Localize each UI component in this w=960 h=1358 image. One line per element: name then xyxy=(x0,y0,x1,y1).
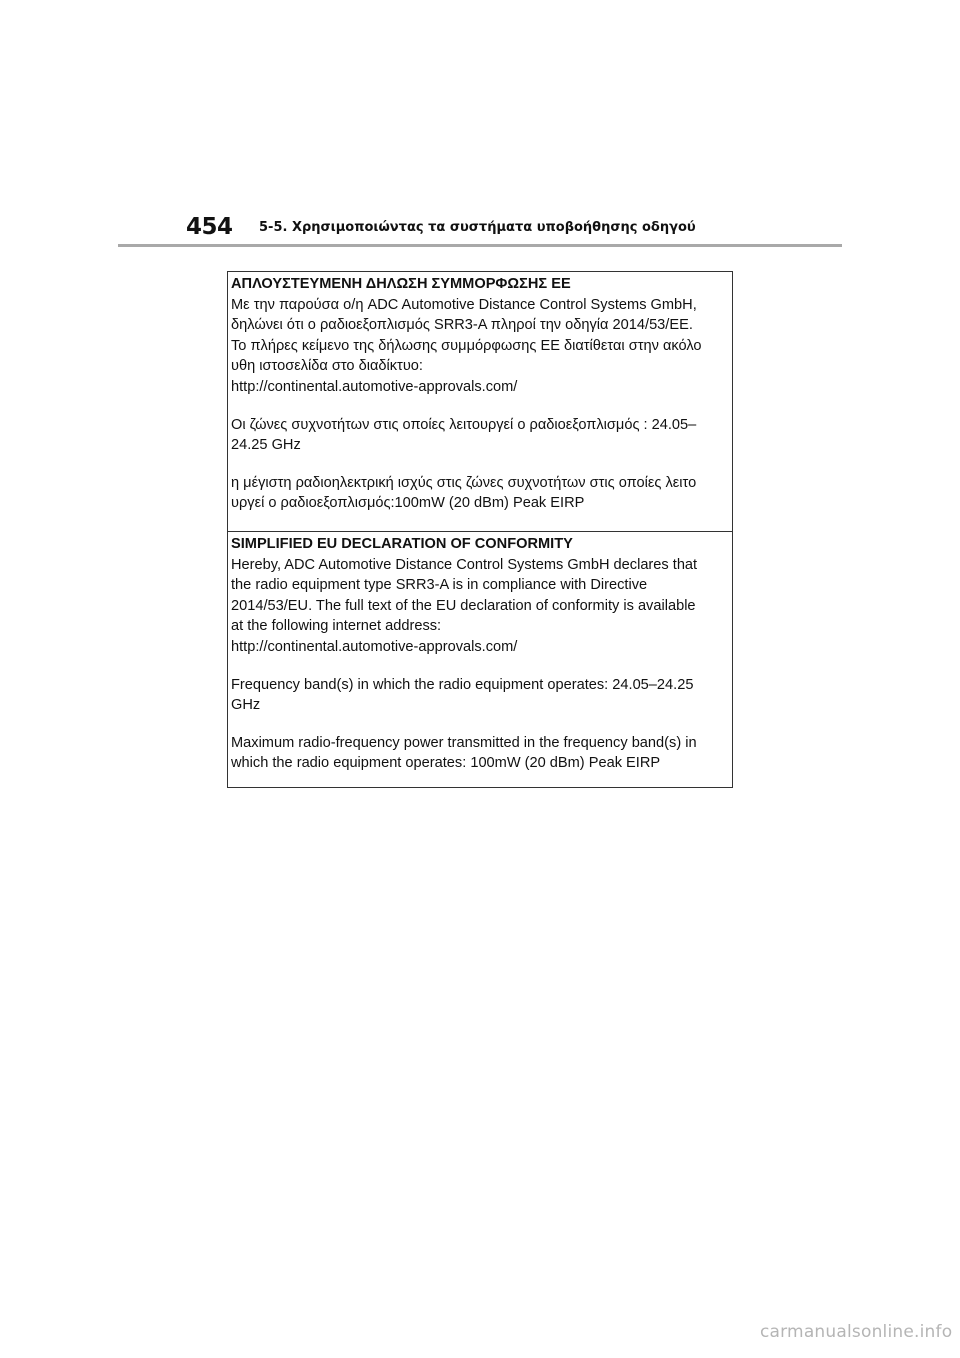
greek-paragraph3-line: η μέγιστη ραδιοηλεκτρική ισχύς στις ζώνες συχνοτήτων στις οποίες λειτο xyxy=(231,474,697,491)
greek-declaration xyxy=(228,272,732,532)
paragraph-gap xyxy=(231,456,732,473)
english-paragraph1-url: http://continental.automotive-approvals.com/ xyxy=(231,638,518,655)
greek-paragraph1-line: Το πλήρες κείμενο της δήλωσης συμμόρφωσης ΕΕ διατίθεται στην ακόλο xyxy=(231,337,702,354)
english-paragraph3-line: Maximum radio-frequency power transmitted in the frequency band(s) in xyxy=(231,734,697,751)
english-paragraph1-line: Hereby, ADC Automotive Distance Control Systems GmbH declares that xyxy=(231,556,698,573)
english-paragraph1-line: the radio equipment type SRR3-A is in compliance with Directive xyxy=(231,577,648,594)
english-paragraph2-line: GHz xyxy=(231,697,261,714)
greek-paragraph2-line: 24.25 GHz xyxy=(231,437,301,454)
english-paragraph1-line: at the following internet address: xyxy=(231,618,442,635)
greek-paragraph1-url: http://continental.automotive-approvals.com/ xyxy=(231,378,518,395)
section-title: 5-5. Χρησιμοποιώντας τα συστήματα υποβοήθησης οδηγού xyxy=(259,220,696,235)
greek-paragraph2-line: Οι ζώνες συχνοτήτων στις οποίες λειτουργεί ο ραδιοεξοπλισμός : 24.05– xyxy=(231,416,697,433)
page-number: 454 xyxy=(186,214,233,240)
english-paragraph3-line: which the radio equipment operates: 100mW (20 dBm) Peak EIRP xyxy=(231,755,661,772)
header-divider xyxy=(118,244,842,247)
greek-paragraph1-line: δηλώνει ότι ο ραδιοεξοπλισμός SRR3-A πληροί την οδηγία 2014/53/ΕΕ. xyxy=(231,317,693,334)
paragraph-gap xyxy=(231,398,732,415)
greek-declaration-heading: ΑΠΛΟΥΣΤΕΥΜΕΝΗ ΔΗΛΩΣΗ ΣΥΜΜΟΡΦΩΣΗΣ ΕΕ xyxy=(231,276,571,292)
greek-paragraph3-line: υργεί ο ραδιοεξοπλισμός:100mW (20 dBm) Peak EIRP xyxy=(231,495,585,512)
greek-paragraph1-line: υθη ιστοσελίδα στο διαδίκτυο: xyxy=(231,358,423,375)
watermark: carmanualsonline.info xyxy=(760,1322,953,1342)
english-paragraph2-line: Frequency band(s) in which the radio equipment operates: 24.05–24.25 xyxy=(231,676,694,693)
declaration-box xyxy=(227,271,733,788)
greek-paragraph1-line: Με την παρούσα ο/η ADC Automotive Distance Control Systems GmbH, xyxy=(231,296,697,313)
paragraph-gap xyxy=(231,658,732,675)
english-declaration xyxy=(228,532,732,787)
paragraph-gap xyxy=(231,716,732,733)
english-paragraph1-line: 2014/53/EU. The full text of the EU declaration of conformity is available xyxy=(231,597,696,614)
english-declaration-heading: SIMPLIFIED EU DECLARATION OF CONFORMITY xyxy=(231,536,573,552)
